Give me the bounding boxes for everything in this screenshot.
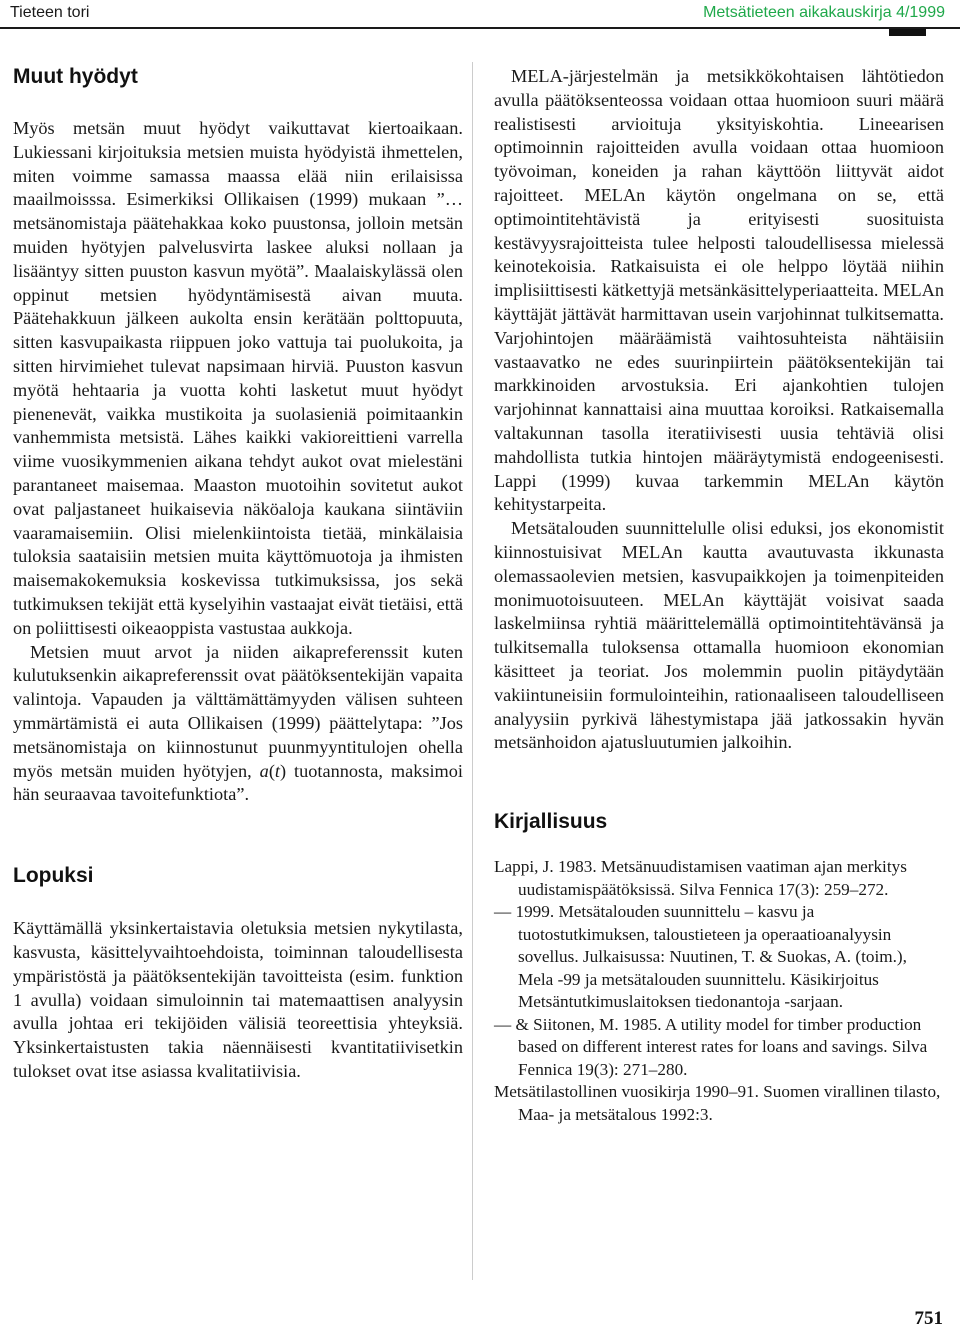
right-column [494,60,944,1126]
paragraph: Myös metsän muut hyödyt vaikuttavat kiertoaikaan. Lukiessani kirjoituksia metsien muista hyödyistä ihmettelen, miten voimme samassa maassa elää niin erilaisissa maailmoisssa. Esimerkiksi Ollikaisen (1999) mukaan ”… metsänomistaja päätehakkaa koko puustonsa, jolloin metsän muiden hyötyjen palvelusvirta laskee aluksi nollaan ja lisääntyy sitten puuston kasvun myötä”. Maalaiskylässä olen oppinut metsien hyödyntämisestä aivan muuta. Päätehakkuun jälkeen aukolta ensin kerätään polttopuuta, sitten kasvupaikasta riippuen joko vattuja tai puolukoita, ja sitten hirvimiehet tulevat napsimaan hirviä. Puuston kasvun myötä hehtaaria ja vuotta kohti lasketut muut hyödyt pienenevät, vaikka mustikoita ja suolasieniä poimitaankin vanhemmista metsistä. Lähes kaikki vakioreittieni varrella viime vuosikymmenien aikana tehdyt aukot ovat mielestäni parantaneet maisemaa. Maaston muotoihin sovitetut aukot ovat paljastaneet huikaisevia näköaloja kaukana siintäviin vaaramaisemiin. Olisi mielenkiintoista tietää, minkälaisia tuloksia saataisiin metsien muita käyttömuotoja ja ihmisten maisemakokemuksia koskevissa tutkimuksissa, jos sekä tutkimuksen tekijät että kyselyihin vastaajat eivät tietäisi, että on poliittisesti oikeaoppista vastustaa aukkoja. [13,118,463,638]
reference-list [494,856,944,1126]
paragraph-text: ) tuotannosta, maksimoi hän seuraavaa tavoitefunktiota”. [13,760,463,805]
heading-lopuksi: Lopuksi [13,864,94,888]
reference-item: Lappi, J. 1983. Metsänuudistamisen vaatiman ajan merkitys uudistamispäätöksissä. Silva Fennica 17(3): 259–272. [494,857,907,899]
math-paren: ( [268,760,275,781]
math-symbol: t [274,760,280,781]
section-label: Tieteen tori [10,4,90,21]
paragraph-text: Metsien muut arvot ja niiden aikapreferenssit kuten kulutuksenkin aikapreferenssit ovat päätöksentekijän vapaita valintoja. Vapauden ja välttämättämyyden välisen suhteen ymmärtämistä ei auta Ollikaisen (1999) päättelytapa: ”Jos metsänomistaja on kiinnostunut puunmyyntitulojen ohella myös metsän muiden hyötyjen, [13,641,463,781]
header-rule [0,27,960,29]
page-header [0,0,960,28]
header-block-mark [889,29,926,36]
paragraph [13,641,463,808]
reference-item: Metsätilastollinen vuosikirja 1990–91. Suomen virallinen tilasto, Maa- ja metsätalous 1992:3. [494,1082,941,1124]
page-number: 751 [914,1308,943,1329]
journal-label: Metsätieteen aikakauskirja 4/1999 [703,4,945,21]
heading-muut-hyodyt: Muut hyödyt [13,65,138,88]
heading-kirjallisuus: Kirjallisuus [494,810,608,834]
paragraph: Käyttämällä yksinkertaistavia oletuksia metsien nykytilasta, kasvusta, käsittelyvaihtoehdoista, toiminnan taloudellisesta ympäristöstä ja päätöksentekijän tavoitteista (esim. funktion 1 avulla) voidaan simuloinnin tai matemaattisen analyysin avulla johtaa eri tekijöiden välisiä teoreettisia yhteyksiä. Yksinkertaistusten takia näennäisesti kvantitatiivisetkin tulokset ovat itse asiassa kvalitatiivisia. [13,918,463,1081]
reference-item: — 1999. Metsätalouden suunnittelu – kasvu ja tuotostutkimuksen, taloustieteen ja operaatioanalyysin sovellus. Julkaisussa: Nuutinen, T. & Suokas, A. (toim.), Mela -99 ja metsätalouden suunnittelu. Käsikirjoitus Metsäntutkimuslaitoksen tiedonantoja -sarjaan. [494,902,907,1012]
paragraph: MELA-järjestelmän ja metsikkökohtaisen lähtötiedon avulla päätöksenteossa voidaan ottaa huomioon suuri määrä realistisesti arvioituja yksityiskohtia. Lineearisen optimoinnin rajoitteiden avulla voidaan ottaa huomioon työvoiman, koneiden ja rahan käyttöön liittyvät aidot rajoitteet. MELAn käytön ongelmana on se, että optimointitehtävistä ja erityisesti suosituista kestävyysrajoitteista tulee helposti taloudellisessa mielessä keinotekoisia. Ratkaisuista ei ole helppo löytää niihin implisiittisesti kätkettyjä metsänkäsittelyperiaatteita. MELAn käyttäjät jättävät harmittavan usein varjohinnat tulkitsematta. Varjohintojen määräämistä vaihtosuhteista nähtäisiin vastaavatko ne edes suurinpiirtein päätöksentekijän tai markkinoiden arvostuksia. Eri ajankohtien tulojen varjohinnat kannattaisi aina muuttaa koroiksi. Ratkaisemalla valtakunnan tasolla iteratiivisesti uusia tehtäviä olisi mahdollista tutkia hintojen määräytymistä endogeenisesti. Lappi (1999) kuvaa tarkemmin MELAn käytön kehitystarpeita. [494,66,944,515]
reference-item: — & Siitonen, M. 1985. A utility model for timber production based on different interest rates for loans and savings. Silva Fennica 19(3): 271–280. [494,1014,928,1079]
column-divider [472,62,473,1280]
paragraph: Metsätalouden suunnittelulle olisi eduksi, jos ekonomistit kiinnostuisivat MELAn kautta avautuvasta ikkunasta olemassaolevien metsien, kasvupaikkojen ja toimenpiteiden monimuotoisuuteen. MELAn käyttäjät voisivat saada laskelmiinsa ryhtiä määrittelemällä optimointitehtävänsä ja tulkitsemalla tuloksensa ottamalla huomioon ekonomian käsitteet ja teoriat. Jos molemmin puolin pitäydytään vakiintuneisiin formulointeihin, rationaaliseen taloudelliseen analyysiin pyrkivä lähestymistapa jää jatkossakin hyvän metsänhoidon ajatusluutumien jalkoihin. [494,518,944,753]
left-column [13,60,463,1084]
math-symbol: a [259,760,269,781]
